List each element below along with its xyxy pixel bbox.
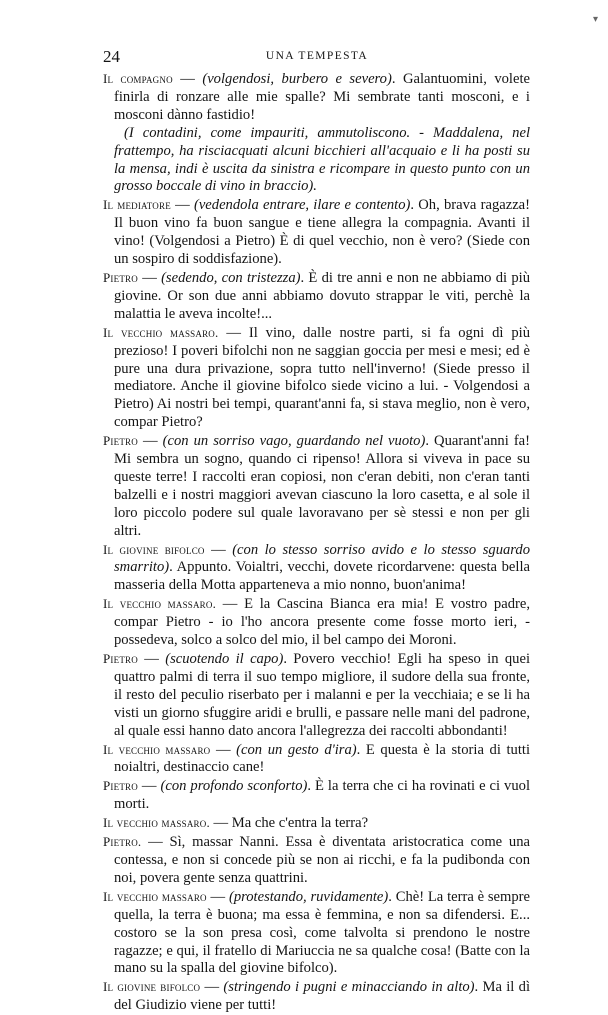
page-body <box>103 70 530 1015</box>
speaker-name: Pietro <box>103 778 138 794</box>
dialogue-paragraph: Il vecchio massaro — (protestando, ruvidamente). Chè! La terra è sempre quella, la terra è buona; ma essa è femmina, e non sa difendersi. E... costoro se la son presa così, come talvolta si prendono le nostre ragazze; e qui, il fratello di Mariuccia ne sa qualche cosa! (Batte con la mano su la spalla del giovine bifolco). <box>103 888 531 977</box>
speaker-name: Il vecchio massaro. <box>103 596 217 612</box>
speaker-name: Il giovine bifolco <box>103 979 201 995</box>
stage-direction-inline: (volgendosi, burbero e severo) <box>202 71 392 87</box>
speaker-name: Il mediatore <box>103 197 171 213</box>
stage-direction: (I contadini, come impauriti, ammutoliscono. - Maddalena, nel frattempo, ha risciacquati alcuni bicchieri all'acquaio e li ha posti su la mensa, indi è uscita da sinistra e ricompare in questo punto con un grosso boccale di vino in braccio). <box>114 124 530 195</box>
dialogue-paragraph: Il vecchio massaro — (con un gesto d'ira). E questa è la storia di tutti noialtri, destinaccio cane! <box>103 741 530 776</box>
dialogue-text: . È la terra che ci ha rovinati e ci vuol morti. <box>114 778 530 813</box>
stage-direction-inline: (scuotendo il capo) <box>165 651 284 667</box>
scan-mark: ▾ <box>593 14 599 25</box>
page-number: 24 <box>103 47 120 66</box>
dialogue-paragraph: Il giovine bifolco — (stringendo i pugni e minacciando in alto). Ma il dì del Giudizio viene per tutti! <box>103 979 530 1014</box>
stage-direction-inline: (protestando, ruvidamente) <box>228 888 389 905</box>
dialogue-paragraph: Pietro — (con profondo sconforto). È la terra che ci ha rovinati e ci vuol morti. <box>103 778 530 813</box>
dialogue-text: Il vino, dalle nostre parti, si fa ogni dì più prezioso! I poveri bifolchi non ne saggian goccia per mesi e mesi; ed è pure una dura privazione, sopra tutto nell'inverno! (Siede presso il mediatore. Anche il giovine bifolco siede vicino a lui. - Volgendosi a Pietro) Ai nostri bei tempi, quarant'anni fa, si stava meglio, non è vero, compar Pietro? <box>114 324 531 431</box>
dialogue-paragraph: Il vecchio massaro. — Ma che c'entra la terra? <box>103 815 369 832</box>
speaker-name: Il vecchio massaro <box>103 741 211 757</box>
dialogue-paragraph: Pietro — (sedendo, con tristezza). È di tre anni e non ne abbiamo di più giovine. Or son due anni abbiamo dovuto strappar le viti, perchè la malattia le aveva incolte!... <box>103 269 530 322</box>
dialogue-paragraph: Il compagno — (volgendosi, burbero e severo). Galantuomini, volete finirla di ronzare alle mie spalle? Mi sembrate tanti mosconi, e i mosconi dànno fastidio! <box>103 71 530 123</box>
stage-direction-inline: (con profondo sconforto) <box>160 778 308 795</box>
dialogue-text: . Quarant'anni fa! Mi sembra un sogno, quando ci ripenso! Allora si viveva in pace su queste terre! I raccolti eran copiosi, non c'eran debiti, non c'eran tanti balzelli e i nostri maggiori avevan ciascuno la loro casetta, e al sole il loro piccolo podere sul quale lavoravano per sè stessi e non per gli altri. <box>114 433 531 539</box>
page-header <box>103 47 531 67</box>
stage-direction-inline: (con un sorriso vago, guardando nel vuoto) <box>162 433 426 450</box>
speaker-name: Il giovine bifolco <box>103 541 205 557</box>
stage-direction-inline: (con un gesto d'ira) <box>236 741 357 758</box>
dialogue-text: . E questa è la storia di tutti noialtri, destinaccio cane! <box>114 741 530 776</box>
speaker-name: Pietro <box>103 269 138 285</box>
speaker-name: Il vecchio massaro. <box>103 815 210 831</box>
speaker-name: Pietro <box>103 651 138 666</box>
dialogue-paragraph: Il mediatore — (vedendola entrare, ilare e contento). Oh, brava ragazza! Il buon vino fa buon sangue e tiene allegra la compagnia. Avanti il vino! (Volgendosi a Pietro) È di quel vecchio, non è vero? (Siede con un sospiro di soddisfazione). <box>103 197 531 268</box>
running-title: UNA TEMPESTA <box>265 50 369 62</box>
dialogue-paragraph: Il giovine bifolco — (con lo stesso sorriso avido e lo stesso sguardo smarrito). Appunto. Voialtri, vecchi, dovete ricordarvene: questa bella masseria della Motta apparteneva a mio nonno, buon'anima! <box>103 541 531 594</box>
dialogue-paragraph: Pietro — (con un sorriso vago, guardando nel vuoto). Quarant'anni fa! Mi sembra un sogno, quando ci ripenso! Allora si viveva in pace su queste terre! I raccolti eran copiosi, non c'eran debiti, non c'eran tanti balzelli e i nostri maggiori avevan ciascuno la loro casetta, e al sole il loro piccolo podere sul quale lavoravano per sè stessi e non per gli altri. <box>103 433 531 539</box>
dialogue-paragraph: Pietro — (scuotendo il capo). Povero vecchio! Egli ha speso in quei quattro palmi di terra il suo tempo migliore, il sudore della sua fronte, il resto del peculio riserbato per i malanni e per la vecchiaia; e se li ha visti un giorno sfuggire aridi e brulli, e passare nelle mani del padrone, al quale essi hanno dato ancora l'allegrezza dei raccolti abbondanti! <box>103 651 530 739</box>
stage-direction-inline: (sedendo, con tristezza) <box>161 269 301 286</box>
stage-direction-inline: (con lo stesso sorriso avido e lo stesso sguardo smarrito) <box>114 541 531 576</box>
speaker-name: Il compagno <box>103 71 173 86</box>
dialogue-text: . Oh, brava ragazza! Il buon vino fa buon sangue e tiene allegra la compagnia. Avanti il vino! (Volgendosi a Pietro) È di quel vecchio, non è vero? (Siede con un sospiro di soddisfazione). <box>114 197 531 268</box>
dialogue-text: . Appunto. Voialtri, vecchi, dovete ricordarvene: questa bella masseria della Motta apparteneva a mio nonno, buon'anima! <box>114 559 530 594</box>
stage-direction-inline: (vedendola entrare, ilare e contento) <box>193 197 411 214</box>
dialogue-text: . È di tre anni e non ne abbiamo di più giovine. Or son due anni abbiamo dovuto strappar le viti, perchè la malattia le aveva incolte!... <box>114 269 530 322</box>
dialogue-paragraph: Il vecchio massaro. — Il vino, dalle nostre parti, si fa ogni dì più prezioso! I poveri bifolchi non ne saggian goccia per mesi e mesi; ed è pure una dura privazione, sopra tutto nell'inverno! (Siede presso il mediatore. Anche il giovine bifolco siede vicino a lui. - Volgendosi a Pietro) Ai nostri bei tempi, quarant'anni fa, si stava meglio, non è vero, compar Pietro? <box>103 324 531 431</box>
dialogue-text: E la Cascina Bianca era mia! E vostro padre, compar Pietro - io l'ho ancora presente come fosse morto ieri, - possedeva, solco a solco del mio, il bel campo dei Moroni. <box>114 596 530 649</box>
speaker-name: Il vecchio massaro. <box>103 324 219 340</box>
speaker-name: Il vecchio massaro <box>103 888 207 904</box>
stage-direction-inline: (stringendo i pugni e minacciando in alto) <box>223 979 475 996</box>
dialogue-text: Sì, massar Nanni. Essa è diventata aristocratica come una contessa, e non si concede più se non ai ricchi, e fa la pudibonda con noi, povera gente senza quattrini. <box>114 834 531 886</box>
dialogue-text: . Galantuomini, volete finirla di ronzare alle mie spalle? Mi sembrate tanti mosconi, e i mosconi dànno fastidio! <box>114 71 530 123</box>
dialogue-text: Ma che c'entra la terra? <box>231 815 369 832</box>
speaker-name: Pietro. <box>103 834 142 850</box>
dialogue-paragraph: Il vecchio massaro. — E la Cascina Bianca era mia! E vostro padre, compar Pietro - io l'ho ancora presente come fosse morto ieri, - possedeva, solco a solco del mio, il bel campo dei Moroni. <box>103 596 530 649</box>
dialogue-text: . Ma il dì del Giudizio viene per tutti! <box>114 979 530 1014</box>
dialogue-text: . Povero vecchio! Egli ha speso in quei quattro palmi di terra il suo tempo migliore, il sudore della sua fronte, il resto del peculio riserbato per i malanni e per la vecchiaia; e se li ha visti un giorno sfuggire aridi e brulli, e passare nelle mani del padrone, al quale essi hanno dato ancora l'allegrezza dei raccolti abbondanti! <box>114 651 530 739</box>
dialogue-text: . Chè! La terra è sempre quella, la terra è buona; ma essa è femmina, e non sa difendersi. E... costoro se la son presa così, come talvolta si prendono le nostre ragazze; e qui, il fratello di Mariuccia ne sa qualche cosa! (Batte con la mano su la spalla del giovine bifolco). <box>114 888 531 977</box>
speaker-name: Pietro <box>103 433 138 449</box>
dialogue-paragraph: Pietro. — Sì, massar Nanni. Essa è diventata aristocratica come una contessa, e non si concede più se non ai ricchi, e fa la pudibonda con noi, povera gente senza quattrini. <box>103 834 531 886</box>
